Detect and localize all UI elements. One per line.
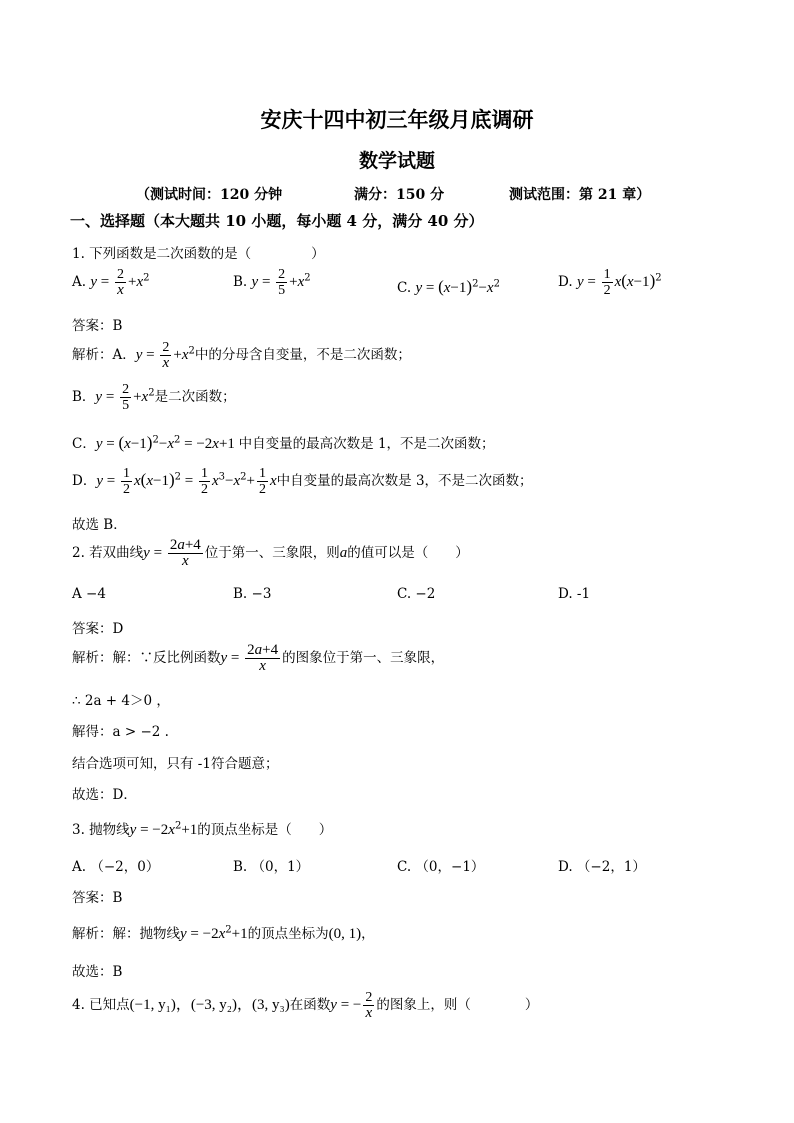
q2-stem: 2. 若双曲线y = $\frac{2a+4}{x}$ 位于第一、三象限，则a的值可以是（ ） (72, 537, 469, 569)
section-title: 一、选择题（本大题共 10 小题，每小题 4 分，满分 40 分） (70, 212, 484, 230)
q2-step3: 结合选项可知，只有 -1符合题意； (72, 756, 279, 772)
q2-option-b: B. −3 (233, 586, 272, 602)
q1-option-b: B. y = $\frac{2}{5}$ $+x^2$ (233, 267, 311, 298)
q2-step1: ∴ 2a + 4＞0 ， (72, 693, 170, 709)
q1-analysis-d: D．y = $\frac{1}{2}$ $x(x-1)^2$ = $\frac{1}{2}$ $x^3-x^2+$ $\frac{1}{2}$ x中自变量的最高次数是 3，不是二次函数； (72, 466, 533, 497)
q1-option-c: C. $y = (x-1)^2-x^2$ (397, 277, 500, 296)
q2-answer: 答案：D (72, 621, 124, 637)
q1-option-d: D. y = $\frac{1}{2}$ $x(x-1)^2$ (558, 267, 662, 298)
q3-conclusion: 故选：B (72, 964, 123, 980)
subject-title: 数学试题 (358, 150, 435, 172)
q1-option-a: A. y = $\frac{2}{x}$ $+x^2$ (72, 267, 150, 298)
q3-option-b: B. （0，1） (233, 859, 310, 875)
q3-option-d: D. （−2，1） (558, 859, 646, 875)
q1-answer: 答案：B (72, 318, 123, 334)
q3-option-a: A. （−2，0） (72, 859, 160, 875)
q3-option-c: C. （0，−1） (397, 859, 485, 875)
q1-analysis-c: C．$y = (x-1)^2-x^2 = -2x+1$ 中自变量的最高次数是 1，不是二次函数； (72, 433, 495, 452)
q1-analysis-a: 解析：A．y = $\frac{2}{x}$ $+x^2$中的分母含自变量，不是二次函数； (72, 340, 411, 371)
test-time: （测试时间：120 分钟 (136, 187, 283, 203)
q2-option-a: A −4 (72, 586, 106, 602)
full-score: 满分：150 分 (354, 187, 445, 203)
q2-step2: 解得：a > −2 . (72, 724, 169, 740)
q3-answer: 答案：B (72, 890, 123, 906)
q1-conclusion: 故选 B． (72, 517, 127, 533)
q2-analysis: 解析：解：∵反比例函数y = $\frac{2a+4}{x}$ 的图象位于第一、三象限， (72, 642, 445, 674)
q2-conclusion: 故选：D． (72, 787, 137, 803)
q2-option-c: C. −2 (397, 586, 436, 602)
q2-option-d: D. -1 (558, 586, 591, 602)
q4-stem: 4. 已知点(−1, y₁)，(−3, y₂)，(3, y₃)在函数y = − $\frac{2}{x}$ 的图象上，则（ ） (72, 990, 539, 1021)
q1-analysis-b: B．y = $\frac{2}{5}$ $+x^2$是二次函数； (72, 382, 236, 413)
test-scope: 测试范围：第 21 章） (509, 187, 651, 203)
q1-stem: 1. 下列函数是二次函数的是（ ） (72, 246, 325, 262)
school-title: 安庆十四中初三年级月底调研 (260, 107, 534, 132)
q3-analysis: 解析：解：抛物线$y = -2x^2+1$的顶点坐标为(0, 1)， (72, 924, 375, 942)
q3-stem: 3. 抛物线$y = -2x^2+1$的顶点坐标是（ ） (72, 820, 333, 838)
